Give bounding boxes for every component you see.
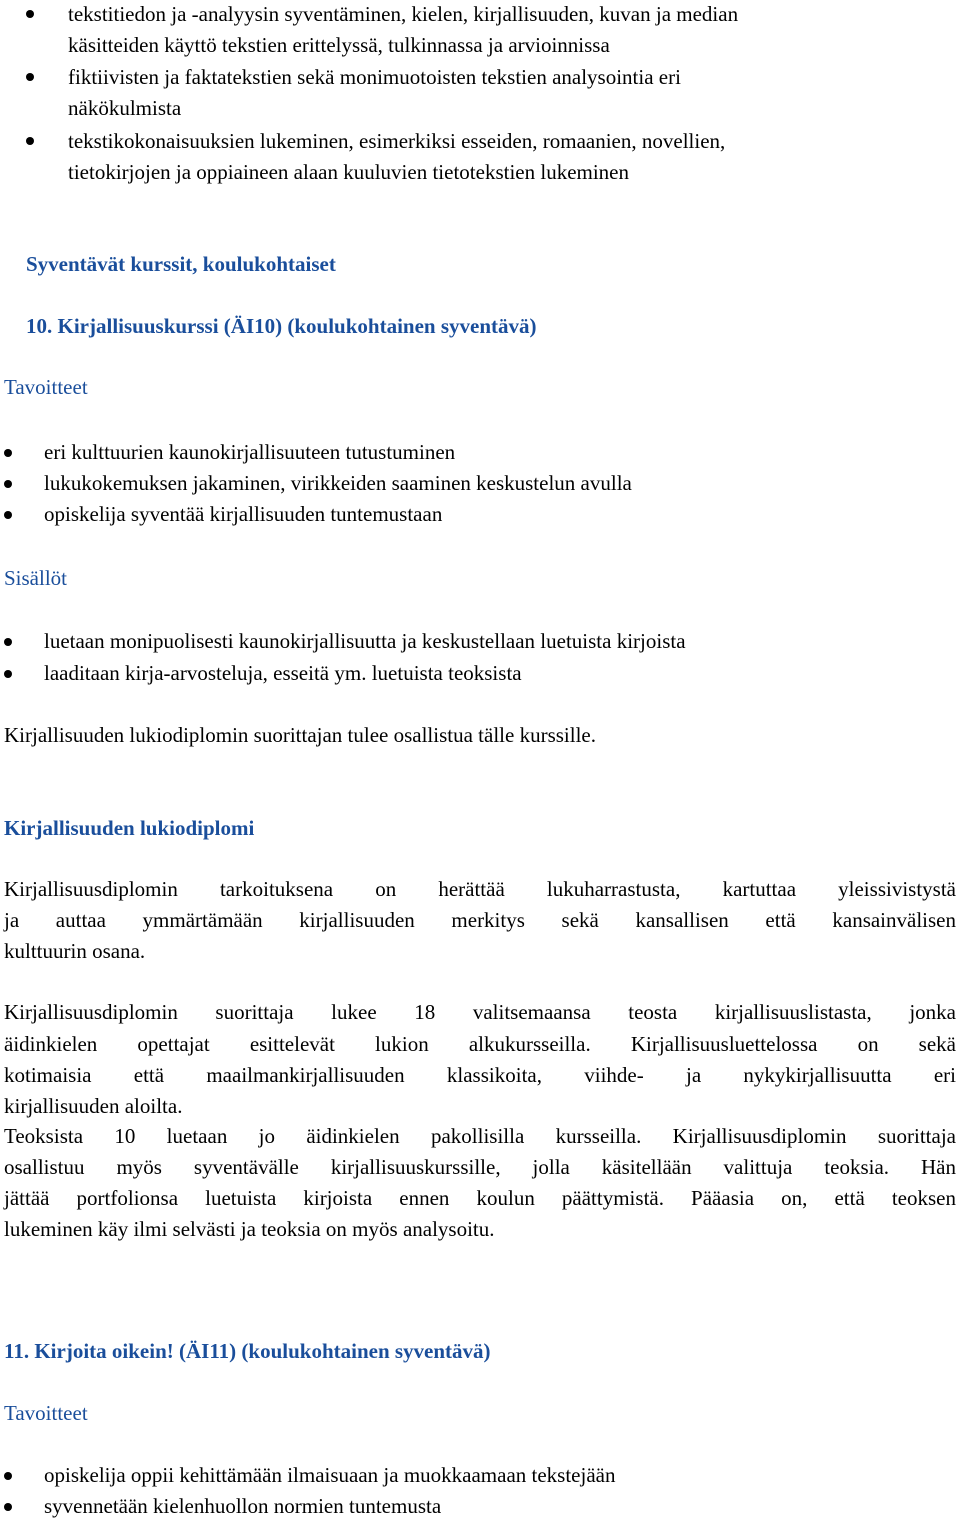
diploma-p2-line-2: äidinkielen opettajat esittelevät lukion alkukursseilla. Kirjallisuusluettelossa on sekä — [4, 1032, 956, 1056]
intro-bullet-1-line-1: tekstitiedon ja -analyysin syventäminen, kielen, kirjallisuuden, kuvan ja median — [68, 2, 739, 26]
bullet-icon — [4, 511, 12, 519]
intro-bullet-3-line-2: tietokirjojen ja oppiaineen alaan kuuluvien tietotekstien lukeminen — [68, 160, 630, 184]
intro-bullet-1-line-2: käsitteiden käyttö tekstien erittelyssä, tulkinnassa ja arvioinnissa — [68, 33, 610, 57]
diploma-p3-line-1: Teoksista 10 luetaan jo äidinkielen pakollisilla kursseilla. Kirjallisuusdiplomin suorittaja — [4, 1124, 956, 1148]
diploma-p1-line-3: kulttuurin osana. — [4, 939, 146, 963]
bullet-icon — [4, 449, 12, 457]
diploma-p3-line-4: lukeminen käy ilmi selvästi ja teoksia on myös analysoitu. — [4, 1217, 495, 1241]
diploma-p3-line-2: osallistuu myös syventävälle kirjallisuuskurssille, jolla käsitellään valittuja teoksia. Hän — [4, 1155, 956, 1179]
section-heading: Syventävät kurssit, koulukohtaiset — [26, 252, 336, 276]
course11-goal-1: opiskelija oppii kehittämään ilmaisuaan ja muokkaamaan tekstejään — [44, 1463, 616, 1487]
course10-goal-2: lukukokemuksen jakaminen, virikkeiden saaminen keskustelun avulla — [44, 471, 632, 495]
bullet-icon — [4, 670, 12, 678]
intro-bullet-3-line-1: tekstikokonaisuuksien lukeminen, esimerkiksi esseiden, romaanien, novellien, — [68, 129, 726, 153]
bullet-icon — [4, 1472, 12, 1480]
diploma-p2-line-3: kotimaisia että maailmankirjallisuuden klassikoita, viihde- ja nykykirjallisuutta eri — [4, 1063, 956, 1087]
course10-goal-1: eri kulttuurien kaunokirjallisuuteen tutustuminen — [44, 440, 456, 464]
bullet-icon — [26, 73, 34, 81]
bullet-icon — [26, 10, 34, 18]
course10-content-1: luetaan monipuolisesti kaunokirjallisuutta ja keskustellaan luetuista kirjoista — [44, 629, 686, 653]
course10-title: 10. Kirjallisuuskurssi (ÄI10) (koulukohtainen syventävä) — [26, 314, 537, 338]
diploma-p2-line-1: Kirjallisuusdiplomin suorittaja lukee 18 valitsemaansa teosta kirjallisuuslistasta, jonka — [4, 1000, 956, 1024]
course10-contents-label: Sisällöt — [4, 566, 68, 590]
course11-title: 11. Kirjoita oikein! (ÄI11) (koulukohtainen syventävä) — [4, 1339, 491, 1363]
diploma-p1-line-2: ja auttaa ymmärtämään kirjallisuuden merkitys sekä kansallisen että kansainvälisen — [4, 908, 956, 932]
course11-goal-2: syvennetään kielenhuollon normien tuntemusta — [44, 1494, 442, 1518]
intro-bullet-2-line-1: fiktiivisten ja faktatekstien sekä monimuotoisten tekstien analysointia eri — [68, 65, 681, 89]
course10-goals-label: Tavoitteet — [4, 375, 88, 399]
course10-note: Kirjallisuuden lukiodiplomin suorittajan tulee osallistua tälle kurssille. — [4, 723, 596, 747]
course10-goal-3: opiskelija syventää kirjallisuuden tuntemustaan — [44, 502, 443, 526]
intro-bullet-2-line-2: näkökulmista — [68, 96, 182, 120]
course11-goals-label: Tavoitteet — [4, 1401, 88, 1425]
bullet-icon — [26, 137, 34, 145]
course10-content-2: laaditaan kirja-arvosteluja, esseitä ym. luetuista teoksista — [44, 661, 522, 685]
diploma-p1-line-1: Kirjallisuusdiplomin tarkoituksena on herättää lukuharrastusta, kartuttaa yleissivistystä — [4, 877, 956, 901]
bullet-icon — [4, 638, 12, 646]
bullet-icon — [4, 1503, 12, 1511]
diploma-heading: Kirjallisuuden lukiodiplomi — [4, 816, 255, 840]
diploma-p3-line-3: jättää portfolionsa luetuista kirjoista ennen koulun päättymistä. Pääasia on, että teoksen — [4, 1186, 956, 1210]
diploma-p2-line-4: kirjallisuuden aloilta. — [4, 1094, 183, 1118]
bullet-icon — [4, 480, 12, 488]
